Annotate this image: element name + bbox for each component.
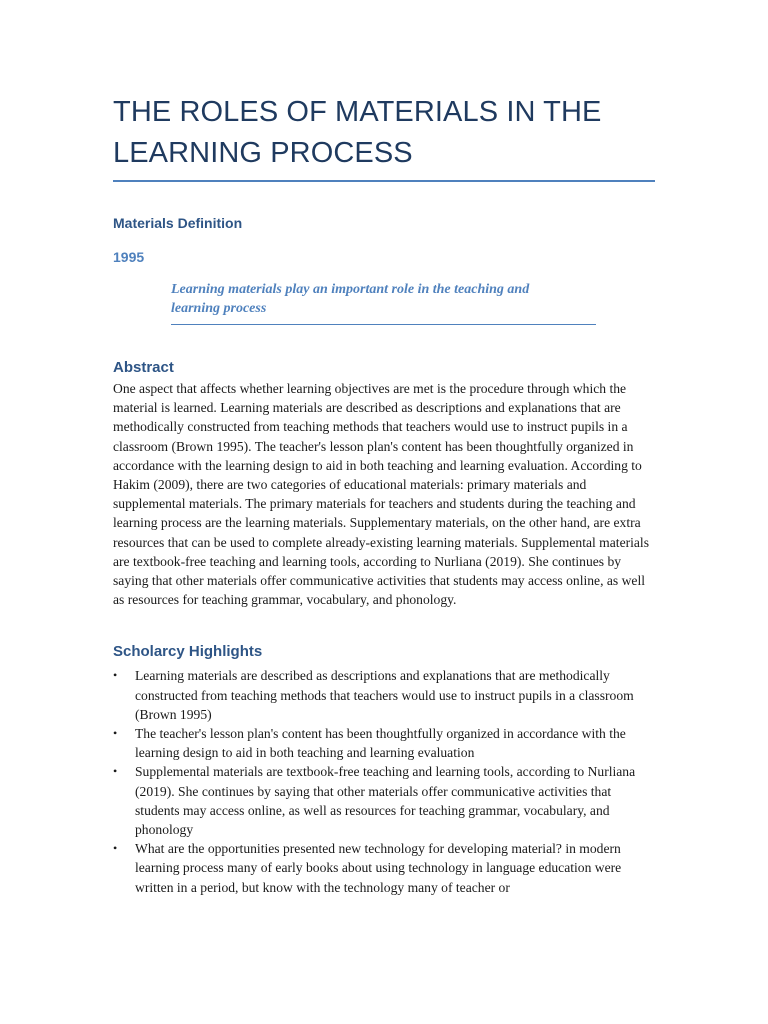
highlights-heading: Scholarcy Highlights [113,643,263,661]
abstract-heading: Abstract [113,359,174,376]
highlights-list [113,666,655,896]
title-line-1: THE ROLES OF MATERIALS IN THE [113,96,602,128]
list-item-text: Learning materials are described as descriptions and explanations that are methodically constructed from teaching methods that teachers would use to instruct pupils in a classroom (Brown 1995) [135,668,634,722]
list-item-text: Supplemental materials are textbook-free teaching and learning tools, according to Nurliana (2019). She continues by saying that other materials offer communicative activities that students may access online, as well as resources for teaching grammar, vocabulary, and phonology [135,764,636,838]
bullet-icon: • [113,668,118,683]
quote-line-1: Learning materials play an important role in the teaching and [171,282,530,297]
abstract-paragraph: One aspect that affects whether learning objectives are met is the procedure through which the material is learned. Learning materials are described as descriptions and explanations that are methodically constructed from teaching methods that teachers would use to instruct pupils in a classroom (Brown 1995). The teacher's lesson plan's content has been thoughtfully organized in accordance with the learning design to aid in both teaching and learning evaluation. According to Hakim (2009), there are two categories of educational materials: primary materials and supplemental materials. The primary materials for teachers and students during the teaching and learning process are the learning materials. Supplementary materials, on the other hand, are extra resources that can be used to complete already-existing learning materials. Supplemental materials are textbook-free teaching and learning tools, according to Nurliana (2019). She continues by saying that other materials offer communicative activities that students may access online, as well as resources for teaching grammar, vocabulary, and phonology. [113,381,650,608]
list-item [113,839,655,897]
document-title [113,92,655,174]
document-page [113,92,655,897]
bullet-icon: • [113,841,118,856]
definition-quote [171,280,596,325]
quote-line-2: learning process [171,301,267,316]
list-item [113,762,655,839]
bullet-icon: • [113,726,118,741]
list-item-text: What are the opportunities presented new technology for developing material? in modern learning process many of early books about using technology in language education were written in a period, but know with the technology many of teacher or [135,841,622,895]
bullet-icon: • [113,764,118,779]
list-item [113,666,655,724]
title-line-2: LEARNING PROCESS [113,137,413,169]
definition-year: 1995 [113,249,145,265]
materials-definition-heading: Materials Definition [113,215,243,231]
list-item-text: The teacher's lesson plan's content has been thoughtfully organized in accordance with the learning design to aid in both teaching and learning evaluation [135,726,626,761]
list-item [113,724,655,762]
